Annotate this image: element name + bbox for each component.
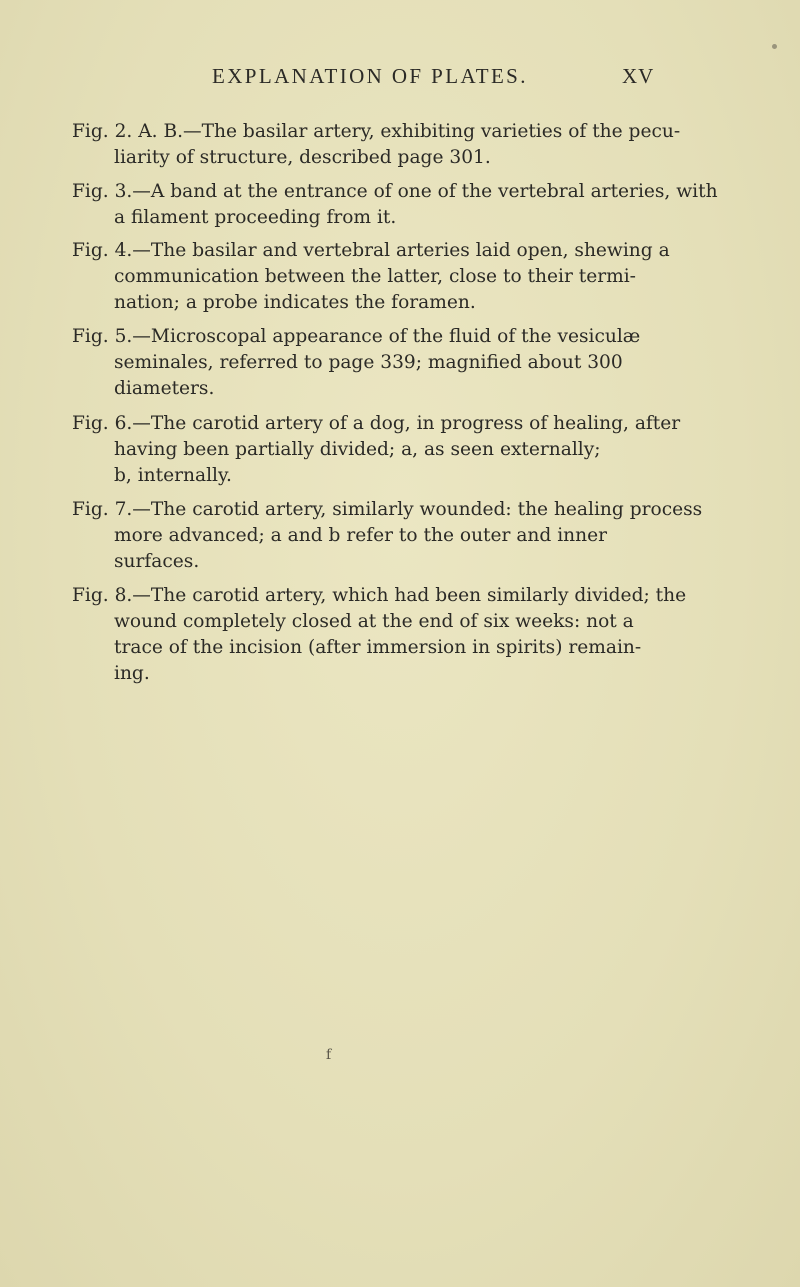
entry-line: communication between the latter, close to their termi-	[114, 266, 636, 287]
entry-line: a filament proceeding from it.	[114, 207, 397, 228]
stray-mark: f	[326, 1047, 332, 1063]
entry-line: trace of the incision (after immersion in spirits) remain-	[114, 637, 642, 658]
entry-line: Fig. 8.—The carotid artery, which had been similarly divided; the	[72, 585, 687, 606]
entry-line: Fig. 6.—The carotid artery of a dog, in progress of healing, after	[72, 413, 681, 434]
running-header	[0, 64, 800, 94]
paper-speck	[772, 44, 777, 49]
entry-line: Fig. 3.—A band at the entrance of one of the vertebral arteries, with	[72, 181, 718, 202]
entry-line: Fig. 5.—Microscopal appearance of the fluid of the vesiculæ	[72, 326, 641, 347]
page-number: XV	[622, 64, 655, 88]
entry-line: liarity of structure, described page 301.	[114, 147, 491, 168]
entry-line: Fig. 4.—The basilar and vertebral arteries laid open, shewing a	[72, 240, 670, 261]
entry-line: nation; a probe indicates the foramen.	[114, 292, 476, 313]
entry-line: diameters.	[114, 378, 215, 399]
page-title: EXPLANATION OF PLATES.	[212, 64, 528, 88]
entry-line: Fig. 2. A. B.—The basilar artery, exhibiting varieties of the pecu-	[72, 121, 681, 142]
entry-line: wound completely closed at the end of six weeks: not a	[114, 611, 634, 632]
entry-line: ing.	[114, 663, 150, 684]
entry-line: Fig. 7.—The carotid artery, similarly wounded: the healing process	[72, 499, 703, 520]
entry-line: b, internally.	[114, 465, 232, 486]
entry-line: surfaces.	[114, 551, 200, 572]
entry-line: more advanced; a and b refer to the outer and inner	[114, 525, 607, 546]
entry-line: seminales, referred to page 339; magnified about 300	[114, 352, 623, 373]
entry-line: having been partially divided; a, as seen externally;	[114, 439, 601, 460]
